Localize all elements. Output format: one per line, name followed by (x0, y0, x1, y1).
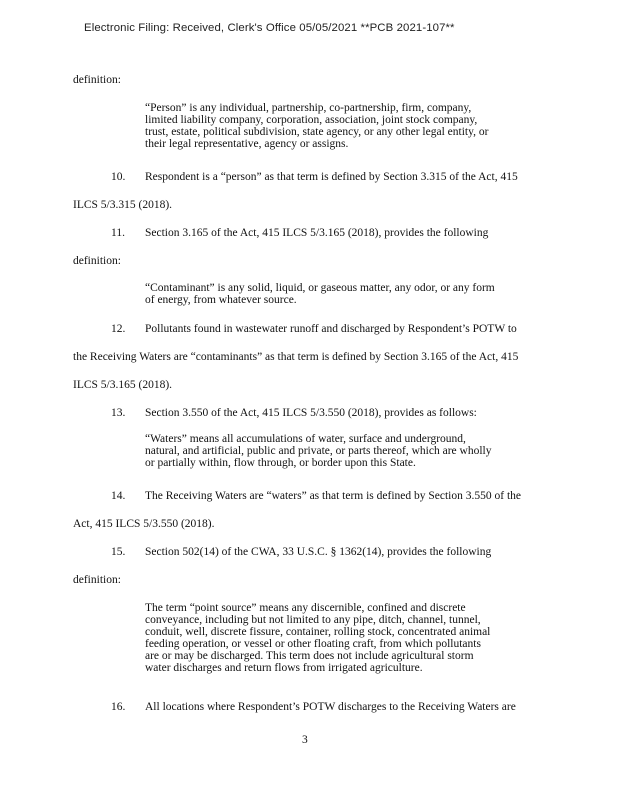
paragraph-text: the Receiving Waters are “contaminants” as that term is defined by Section 3.165 of the Act, 415 (73, 351, 519, 363)
quote-line: feeding operation, or vessel or other floating craft, from which pollutants (145, 638, 481, 650)
paragraph-number: 14. (111, 490, 126, 502)
paragraph-text: The Receiving Waters are “waters” as that term is defined by Section 3.550 of the (145, 490, 521, 502)
paragraph-number: 15. (111, 546, 126, 558)
paragraph-text: ILCS 5/3.165 (2018). (73, 379, 173, 391)
quote-line: The term “point source” means any discernible, confined and discrete (145, 602, 466, 614)
definition-label: definition: (73, 574, 121, 586)
quote-line: of energy, from whatever source. (145, 294, 297, 306)
quote-line: water discharges and return flows from irrigated agriculture. (145, 662, 423, 674)
quote-line: “Contaminant” is any solid, liquid, or gaseous matter, any odor, or any form (145, 282, 495, 294)
paragraph-text: Section 3.550 of the Act, 415 ILCS 5/3.550 (2018), provides as follows: (145, 407, 477, 419)
paragraph-text: ILCS 5/3.315 (2018). (73, 199, 173, 211)
paragraph-number: 12. (111, 323, 126, 335)
filing-stamp-header: Electronic Filing: Received, Clerk's Office 05/05/2021 **PCB 2021-107** (84, 22, 455, 34)
paragraph-text: All locations where Respondent’s POTW discharges to the Receiving Waters are (145, 701, 516, 713)
definition-label: definition: (73, 255, 121, 267)
paragraph-text: Act, 415 ILCS 5/3.550 (2018). (73, 518, 215, 530)
waters-definition-quote (145, 433, 575, 469)
quote-line: conveyance, including but not limited to any pipe, ditch, channel, tunnel, (145, 614, 481, 626)
person-definition-quote (145, 102, 575, 150)
quote-line: conduit, well, discrete fissure, container, rolling stock, concentrated animal (145, 626, 491, 638)
contaminant-definition-quote (145, 282, 575, 306)
quote-line: limited liability company, corporation, association, joint stock company, (145, 114, 478, 126)
quote-line: are or may be discharged. This term does not include agricultural storm (145, 650, 474, 662)
paragraph-text: Respondent is a “person” as that term is defined by Section 3.315 of the Act, 415 (145, 171, 518, 183)
quote-line: their legal representative, agency or assigns. (145, 138, 349, 150)
quote-line: natural, and artificial, public and private, or parts thereof, which are wholly (145, 445, 492, 457)
paragraph-number: 16. (111, 701, 126, 713)
paragraph-number: 10. (111, 171, 126, 183)
point-source-definition-quote (145, 602, 575, 674)
paragraph-number: 11. (111, 227, 125, 239)
paragraph-text: Section 502(14) of the CWA, 33 U.S.C. § 1362(14), provides the following (145, 546, 492, 558)
page-number: 3 (302, 734, 308, 746)
quote-line: “Waters” means all accumulations of water, surface and underground, (145, 433, 466, 445)
quote-line: trust, estate, political subdivision, state agency, or any other legal entity, or (145, 126, 489, 138)
paragraph-number: 13. (111, 407, 126, 419)
quote-line: or partially within, flow through, or border upon this State. (145, 457, 416, 469)
paragraph-text: Pollutants found in wastewater runoff and discharged by Respondent’s POTW to (145, 323, 517, 335)
paragraph-text: Section 3.165 of the Act, 415 ILCS 5/3.165 (2018), provides the following (145, 227, 489, 239)
quote-line: “Person” is any individual, partnership, co-partnership, firm, company, (145, 102, 472, 114)
definition-label: definition: (73, 74, 121, 86)
